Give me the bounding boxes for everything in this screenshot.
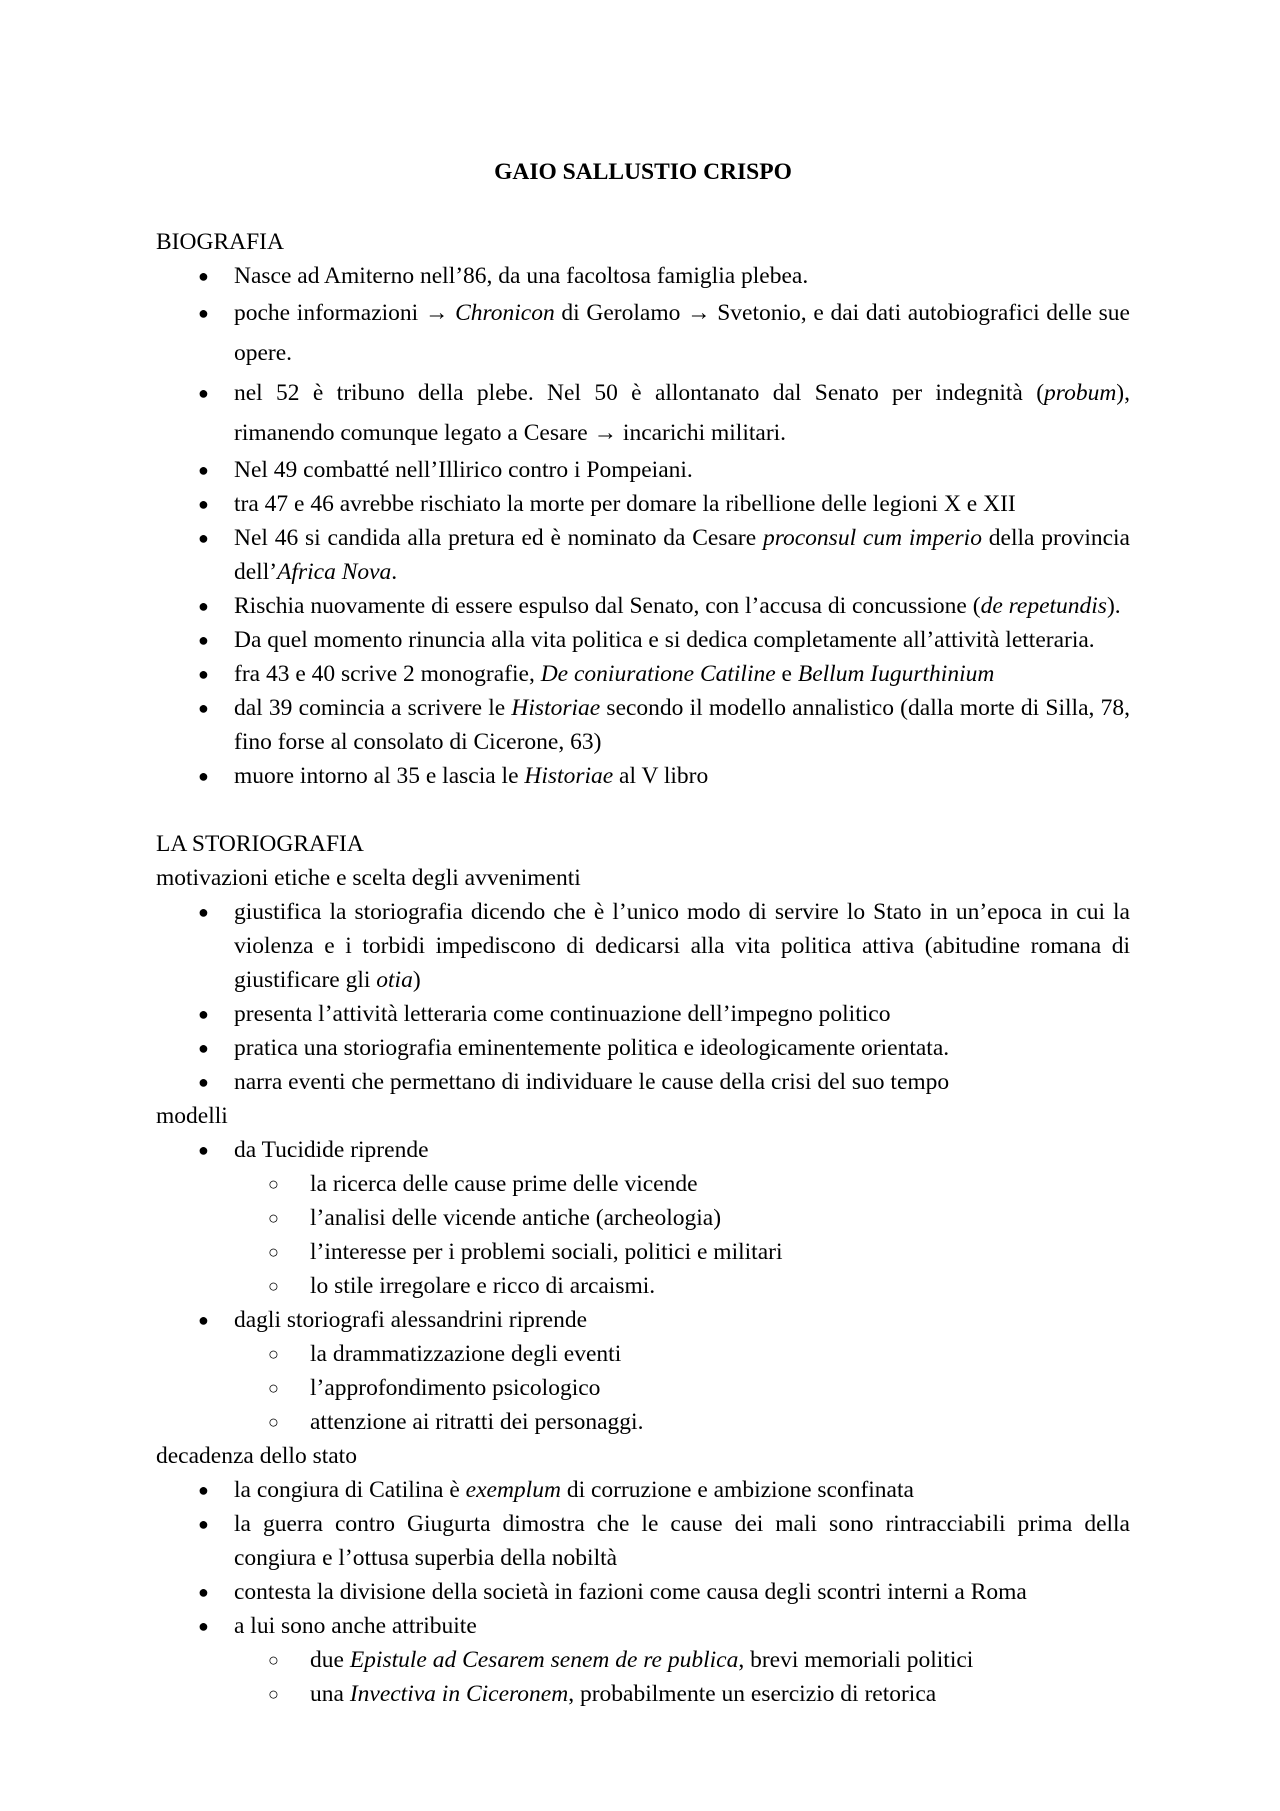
bullet-icon: ● (198, 766, 209, 786)
italic-text: Chronicon (455, 300, 555, 326)
circle-bullet-icon: ○ (268, 1650, 279, 1670)
sub-list-item (233, 1167, 1130, 1201)
text-run: dal 39 comincia a scrivere le (234, 695, 512, 721)
text-run: di corruzione e ambizione sconfinata (560, 1477, 914, 1503)
sub-list-item-text (310, 1375, 600, 1401)
bullet-icon: ● (198, 1072, 209, 1092)
bullet-icon: ● (198, 1616, 209, 1636)
list-item (156, 453, 1130, 487)
italic-text: Historiae (511, 695, 601, 721)
list-item (156, 657, 1130, 691)
bullet-icon: ● (198, 1004, 209, 1024)
bullet-icon: ● (198, 664, 209, 684)
list-item-text (234, 899, 1130, 993)
sub-list-item (233, 1337, 1130, 1371)
bullet-icon: ● (198, 1310, 209, 1330)
sub-list-item-text (310, 1273, 655, 1299)
text-run: Nasce ad Amiterno nell’86, da una facoltosa famiglia plebea. (234, 263, 809, 289)
list-item-text (234, 763, 708, 789)
list-item-text (234, 1613, 477, 1639)
sub-list-item-text (310, 1239, 782, 1265)
text-run: ) (412, 967, 421, 993)
text-run: Rischia nuovamente di essere espulso dal Senato, con l’accusa di concussione ( (234, 593, 981, 619)
list-item-text (234, 380, 1130, 446)
list-item-text (234, 1069, 949, 1095)
text-run: l’analisi delle vicende antiche (archeologia) (310, 1205, 722, 1231)
text-run: secondo il modello annalistico (dalla morte di Silla, 78, fino forse al consolato di Cicerone, 63) (234, 695, 1130, 755)
list-item (156, 259, 1130, 293)
modelli-list (156, 1133, 1130, 1439)
sub-list-item-text (310, 1647, 973, 1673)
list-item (156, 293, 1130, 373)
text-run: dagli storiografi alessandrini riprende (234, 1307, 588, 1333)
list-item-text (234, 300, 1130, 366)
text-run: la congiura di Catilina è (234, 1477, 466, 1503)
text-run: narra eventi che permettano di individuare le cause della crisi del suo tempo (234, 1069, 950, 1095)
document-title: GAIO SALLUSTIO CRISPO (494, 159, 792, 185)
bullet-icon: ● (198, 1140, 209, 1160)
motivazioni-list (156, 895, 1130, 1099)
bullet-icon: ● (198, 303, 209, 323)
text-run: e (775, 661, 798, 687)
text-run: l’interesse per i problemi sociali, politici e militari (310, 1239, 783, 1265)
list-item (156, 1065, 1130, 1099)
bullet-icon: ● (198, 266, 209, 286)
text-run: Nel 46 si candida alla pretura ed è nominato da Cesare (234, 525, 763, 551)
text-run: ). (1106, 593, 1121, 619)
list-item-text (234, 627, 1095, 653)
list-item (156, 1473, 1130, 1507)
list-item-text (234, 1477, 914, 1503)
text-run: una (310, 1681, 350, 1707)
sub-list-item (233, 1405, 1130, 1439)
sub-list-item (233, 1235, 1130, 1269)
bullet-icon: ● (198, 698, 209, 718)
bullet-icon: ● (198, 494, 209, 514)
italic-text: Epistule ad Cesarem senem de re publica (349, 1647, 739, 1673)
bullet-icon: ● (198, 1582, 209, 1602)
list-item-text (234, 525, 1130, 585)
subheading-motivazioni: motivazioni etiche e scelta degli avvenimenti (156, 865, 581, 891)
circle-bullet-icon: ○ (268, 1684, 279, 1704)
list-item-text (234, 1511, 1130, 1571)
list-item (156, 1031, 1130, 1065)
list-item (156, 521, 1130, 589)
sub-list (234, 1337, 1130, 1439)
circle-bullet-icon: ○ (268, 1174, 279, 1194)
list-item (156, 373, 1130, 453)
text-run: di Gerolamo → Svetonio, e dai dati autobiografici delle sue opere. (234, 300, 1130, 366)
text-run: muore intorno al 35 e lascia le (234, 763, 525, 789)
section-heading-biografia: BIOGRAFIA (156, 229, 284, 255)
italic-text: probum (1044, 380, 1117, 406)
list-item-text (234, 1137, 429, 1163)
text-run: la drammatizzazione degli eventi (310, 1341, 622, 1367)
sub-list (234, 1167, 1130, 1303)
italic-text: de repetundis (980, 593, 1107, 619)
list-item-text (234, 1001, 890, 1027)
text-run: la ricerca delle cause prime delle vicende (310, 1171, 698, 1197)
circle-bullet-icon: ○ (268, 1344, 279, 1364)
circle-bullet-icon: ○ (268, 1412, 279, 1432)
text-run: pratica una storiografia eminentemente politica e ideologicamente orientata. (234, 1035, 950, 1061)
section-heading-storiografia: LA STORIOGRAFIA (156, 831, 364, 857)
text-run: tra 47 e 46 avrebbe rischiato la morte per domare la ribellione delle legioni X e XII (234, 491, 1016, 517)
sub-list-item (233, 1269, 1130, 1303)
list-item (156, 895, 1130, 997)
text-run: ), rimanendo comunque legato a Cesare → incarichi militari. (234, 380, 1130, 446)
text-run: , brevi memoriali politici (738, 1647, 974, 1673)
text-run: poche informazioni → (234, 300, 456, 326)
text-run: a lui sono anche attribuite (234, 1613, 477, 1639)
text-run: presenta l’attività letteraria come continuazione dell’impegno politico (234, 1001, 891, 1027)
bullet-icon: ● (198, 528, 209, 548)
text-run: al V libro (613, 763, 709, 789)
text-run: la guerra contro Giugurta dimostra che le cause dei mali sono rintracciabili prima della congiura e l’ottusa superbia della nobiltà (234, 1511, 1130, 1571)
sub-list-item-text (310, 1205, 721, 1231)
list-item-text (234, 695, 1130, 755)
list-item-text (234, 263, 808, 289)
circle-bullet-icon: ○ (268, 1378, 279, 1398)
italic-text: De coniuratione Catiline (540, 661, 776, 687)
circle-bullet-icon: ○ (268, 1276, 279, 1296)
italic-text: otia (376, 967, 413, 993)
text-run: l’approfondimento psicologico (310, 1375, 601, 1401)
bullet-icon: ● (198, 630, 209, 650)
text-run: Da quel momento rinuncia alla vita politica e si dedica completamente all’attività letteraria. (234, 627, 1095, 653)
text-run: contesta la divisione della società in fazioni come causa degli scontri interni a Roma (234, 1579, 1027, 1605)
subheading-modelli: modelli (156, 1103, 228, 1129)
italic-text: Historiae (524, 763, 614, 789)
bullet-icon: ● (198, 383, 209, 403)
document-page (156, 155, 1130, 1711)
list-item (156, 589, 1130, 623)
text-run: da Tucidide riprende (234, 1137, 429, 1163)
sub-list-item-text (310, 1409, 643, 1435)
sub-list-item-text (310, 1681, 936, 1707)
bullet-icon: ● (198, 460, 209, 480)
list-item (156, 1575, 1130, 1609)
sub-list-item (233, 1201, 1130, 1235)
list-item (156, 487, 1130, 521)
text-run: attenzione ai ritratti dei personaggi. (310, 1409, 644, 1435)
italic-text: exemplum (465, 1477, 561, 1503)
italic-text: proconsul cum imperio (762, 525, 982, 551)
list-item-text (234, 1307, 587, 1333)
sub-list-item (233, 1677, 1130, 1711)
italic-text: Bellum Iugurthinium (797, 661, 995, 687)
text-run: nel 52 è tribuno della plebe. Nel 50 è allontanato dal Senato per indegnità ( (234, 380, 1045, 406)
text-run: della provincia dell’ (234, 525, 1130, 585)
bullet-icon: ● (198, 596, 209, 616)
italic-text: Africa Nova (277, 559, 392, 585)
list-item (156, 691, 1130, 759)
biografia-list (156, 259, 1130, 793)
list-item (156, 623, 1130, 657)
text-run: lo stile irregolare e ricco di arcaismi. (310, 1273, 656, 1299)
list-item-text (234, 1035, 949, 1061)
bullet-icon: ● (198, 1038, 209, 1058)
text-run: , probabilmente un esercizio di retorica (568, 1681, 937, 1707)
text-run: giustifica la storiografia dicendo che è l’unico modo di servire lo Stato in un’epoca in cui la violenza e i torbidi impediscono di dedicarsi alla vita politica attiva (abitudine romana di giustificare gli (234, 899, 1130, 993)
text-run: fra 43 e 40 scrive 2 monografie, (234, 661, 541, 687)
decadenza-list (156, 1473, 1130, 1711)
list-item (156, 1303, 1130, 1439)
sub-list-item-text (310, 1341, 621, 1367)
list-item-text (234, 593, 1121, 619)
text-run: due (310, 1647, 350, 1673)
text-run: Nel 49 combatté nell’Illirico contro i Pompeiani. (234, 457, 693, 483)
italic-text: Invectiva in Ciceronem (349, 1681, 569, 1707)
bullet-icon: ● (198, 1480, 209, 1500)
list-item-text (234, 457, 693, 483)
list-item-text (234, 1579, 1027, 1605)
sub-list-item-text (310, 1171, 698, 1197)
circle-bullet-icon: ○ (268, 1208, 279, 1228)
list-item (156, 1609, 1130, 1711)
sub-list-item (233, 1643, 1130, 1677)
section-gap (156, 793, 1130, 827)
text-run: . (391, 559, 398, 585)
bullet-icon: ● (198, 1514, 209, 1534)
list-item (156, 1507, 1130, 1575)
sub-list (234, 1643, 1130, 1711)
circle-bullet-icon: ○ (268, 1242, 279, 1262)
bullet-icon: ● (198, 902, 209, 922)
list-item-text (234, 661, 994, 687)
subheading-decadenza: decadenza dello stato (156, 1443, 357, 1469)
list-item (156, 1133, 1130, 1303)
list-item (156, 759, 1130, 793)
list-item-text (234, 491, 1016, 517)
list-item (156, 997, 1130, 1031)
sub-list-item (233, 1371, 1130, 1405)
